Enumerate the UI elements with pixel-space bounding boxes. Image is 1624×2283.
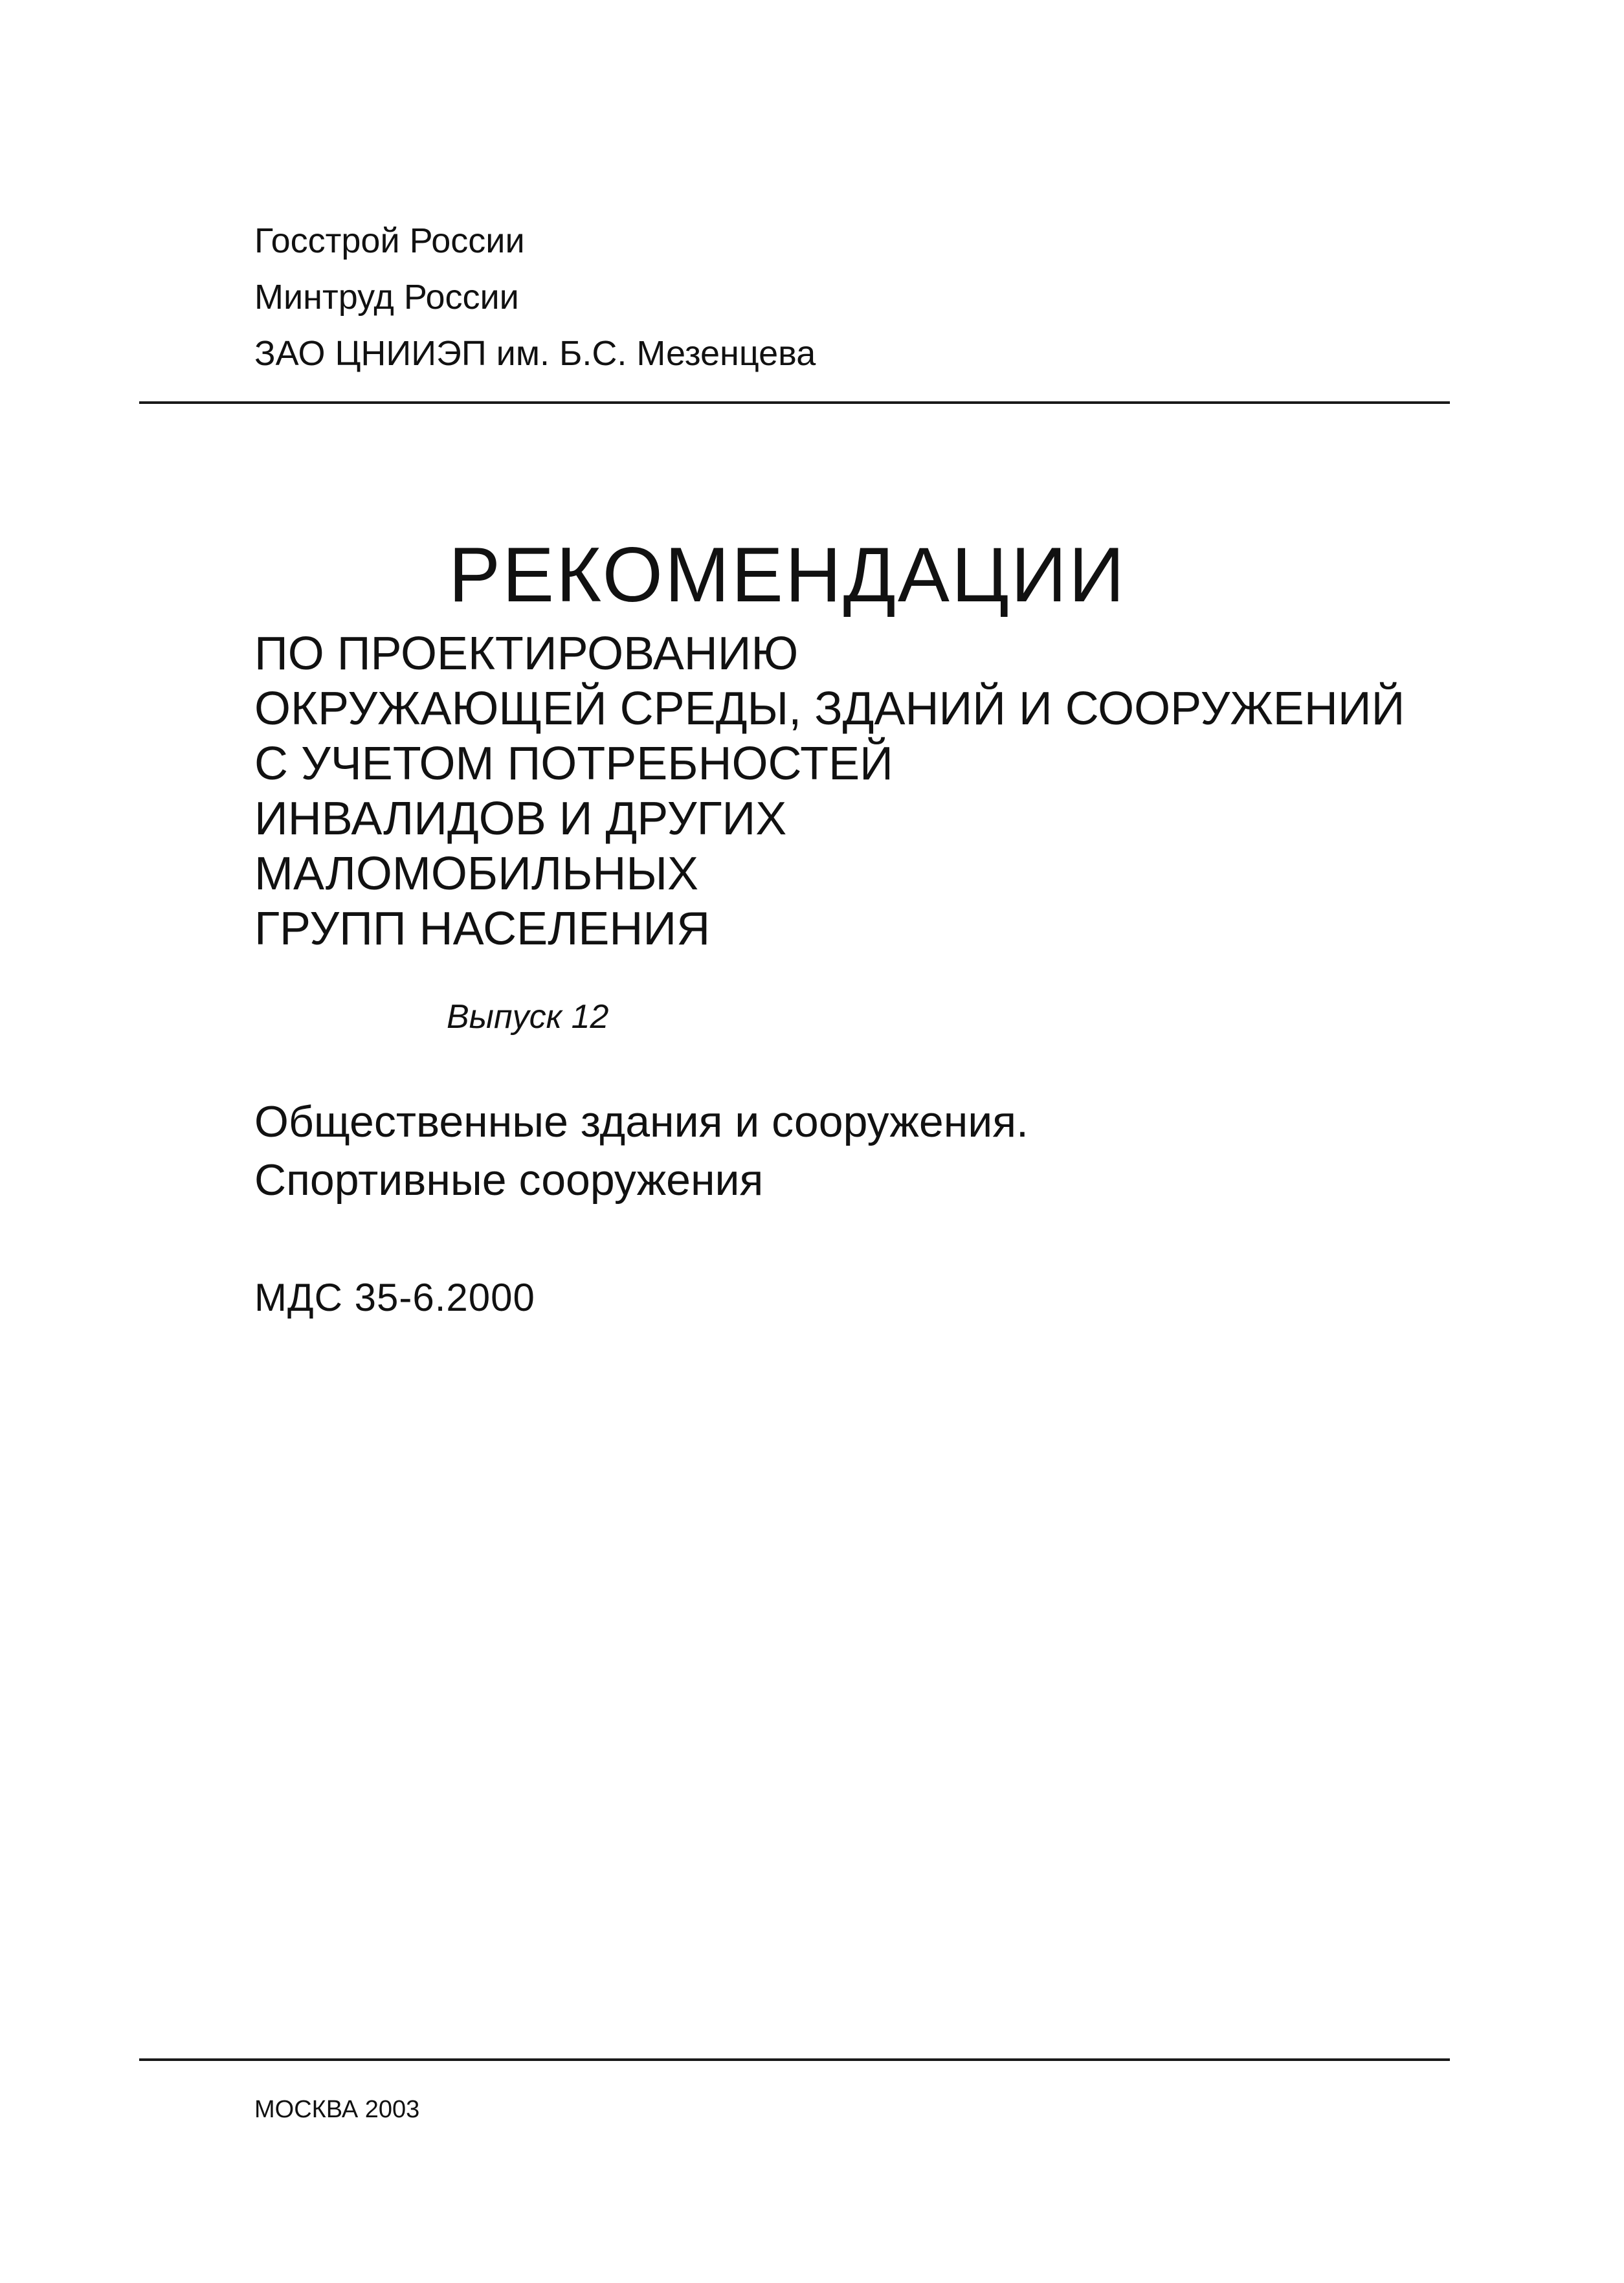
organization-mintrud: Минтруд России	[254, 278, 519, 317]
topic-line: Общественные здания и сооружения.	[254, 1097, 1029, 1146]
document-subtitle	[254, 627, 1405, 957]
subtitle-line: ИНВАЛИДОВ И ДРУГИХ	[254, 793, 787, 845]
issue-topic	[254, 1093, 1029, 1209]
subtitle-line: МАЛОМОБИЛЬНЫХ	[254, 848, 699, 900]
subtitle-line: ОКРУЖАЮЩЕЙ СРЕДЫ, ЗДАНИЙ И СООРУЖЕНИЙ	[254, 683, 1405, 735]
issue-number: Выпуск 12	[447, 998, 609, 1036]
subtitle-line: ПО ПРОЕКТИРОВАНИЮ	[254, 628, 799, 680]
organization-tsniiep: ЗАО ЦНИИЭП им. Б.С. Мезенцева	[254, 334, 816, 373]
document-code: МДС 35-6.2000	[254, 1276, 535, 1319]
publication-place-year: МОСКВА 2003	[254, 2096, 420, 2123]
organization-gosstroy: Госстрой России	[254, 221, 525, 260]
topic-line: Спортивные сооружения	[254, 1155, 764, 1205]
top-divider	[139, 401, 1450, 404]
bottom-divider	[139, 2058, 1450, 2061]
subtitle-line: ГРУПП НАСЕЛЕНИЯ	[254, 903, 711, 955]
subtitle-line: С УЧЕТОМ ПОТРЕБНОСТЕЙ	[254, 738, 893, 790]
document-title: РЕКОМЕНДАЦИИ	[449, 531, 1127, 618]
